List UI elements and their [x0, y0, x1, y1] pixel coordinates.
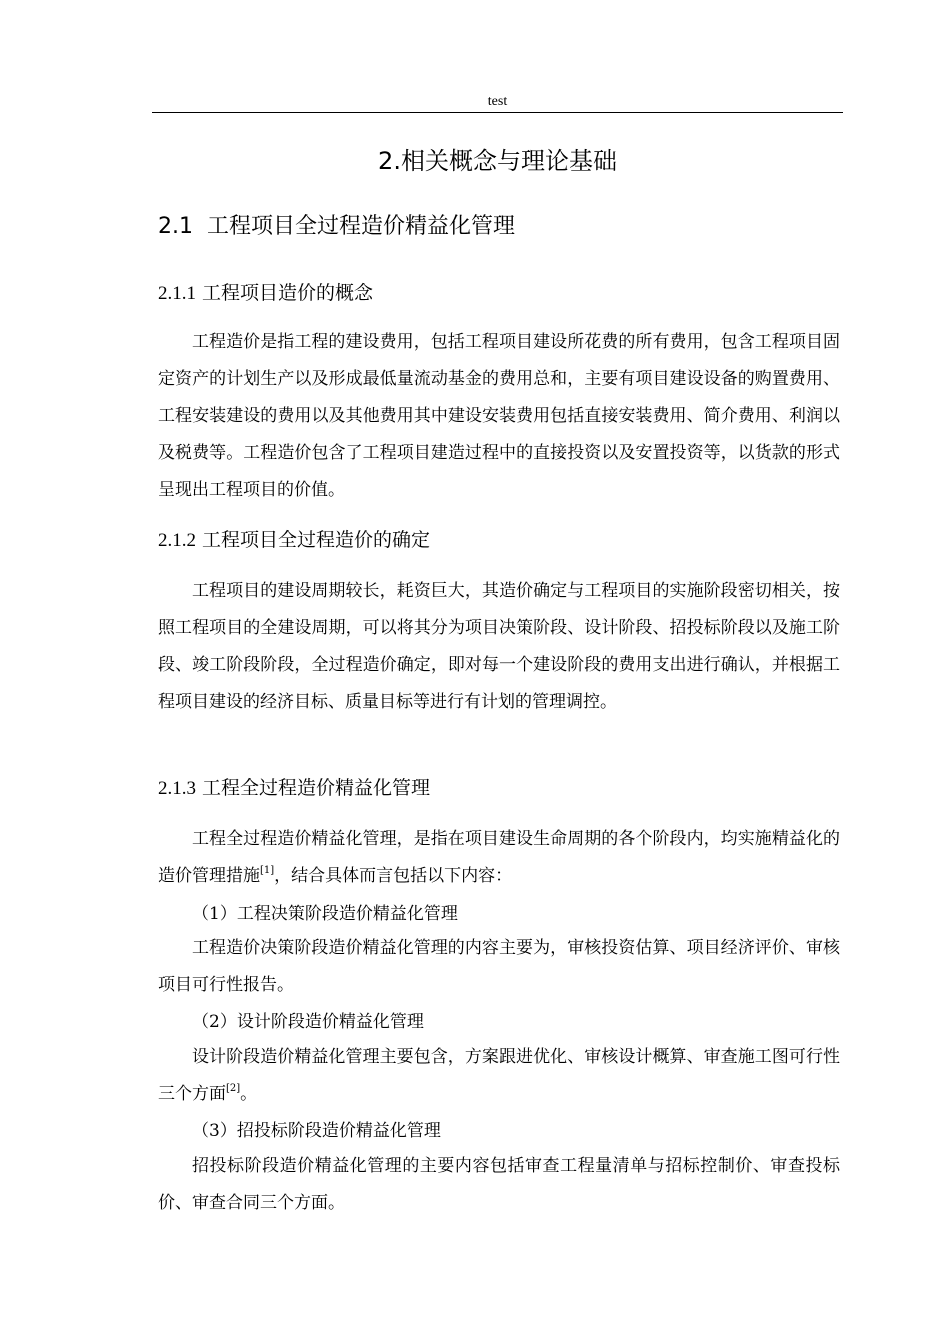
- paragraph-bidding-stage: 招投标阶段造价精益化管理的主要内容包括审查工程量清单与招标控制价、审查投标价、审查合同三个方面。: [158, 1156, 840, 1213]
- paragraph-cost-determination: 工程项目的建设周期较长，耗资巨大，其造价确定与工程项目的实施阶段密切相关，按照工程项目的全建设周期，可以将其分为项目决策阶段、设计阶段、招投标阶段以及施工阶段、竣工阶段阶段，全过程造价确定，即对每一个建设阶段的费用支出进行确认，并根据工程项目建设的经济目标、质量目标等进行有计划的管理调控。: [158, 581, 840, 712]
- list-item-design-stage: （2）设计阶段造价精益化管理: [192, 1012, 424, 1032]
- subsection-heading-2-1-3: 2.1.3 工程全过程造价精益化管理: [158, 777, 431, 799]
- citation-ref-1: [1]: [260, 865, 275, 876]
- subsection-heading-2-1-1: 2.1.1 工程项目造价的概念: [158, 282, 374, 304]
- section-heading: 2.1 工程项目全过程造价精益化管理: [158, 214, 515, 239]
- paragraph-decision-stage: 工程造价决策阶段造价精益化管理的内容主要为，审核投资估算、项目经济评价、审核项目可行性报告。: [158, 938, 840, 995]
- header-divider: [152, 112, 843, 113]
- paragraph-design-stage: 设计阶段造价精益化管理主要包含，方案跟进优化、审核设计概算、审查施工图可行性三个方面[2]。: [158, 1047, 840, 1104]
- subsection-heading-2-1-2: 2.1.2 工程项目全过程造价的确定: [158, 529, 431, 551]
- paragraph-lean-management-intro: 工程全过程造价精益化管理，是指在项目建设生命周期的各个阶段内，均实施精益化的造价管理措施[1]，结合具体而言包括以下内容：: [158, 829, 840, 886]
- list-item-bidding-stage: （3）招投标阶段造价精益化管理: [192, 1121, 441, 1141]
- page-header: test: [487, 94, 508, 109]
- citation-ref-2: [2]: [226, 1083, 241, 1094]
- chapter-title: 2.相关概念与理论基础: [378, 147, 617, 175]
- list-item-decision-stage: （1）工程决策阶段造价精益化管理: [192, 904, 458, 924]
- paragraph-cost-concept: 工程造价是指工程的建设费用，包括工程项目建设所花费的所有费用，包含工程项目固定资产的计划生产以及形成最低量流动基金的费用总和，主要有项目建设设备的购置费用、工程安装建设的费用以及其他费用其中建设安装费用包括直接安装费用、简介费用、利润以及税费等。工程造价包含了工程项目建造过程中的直接投资以及安置投资等，以货款的形式呈现出工程项目的价值。: [158, 332, 840, 500]
